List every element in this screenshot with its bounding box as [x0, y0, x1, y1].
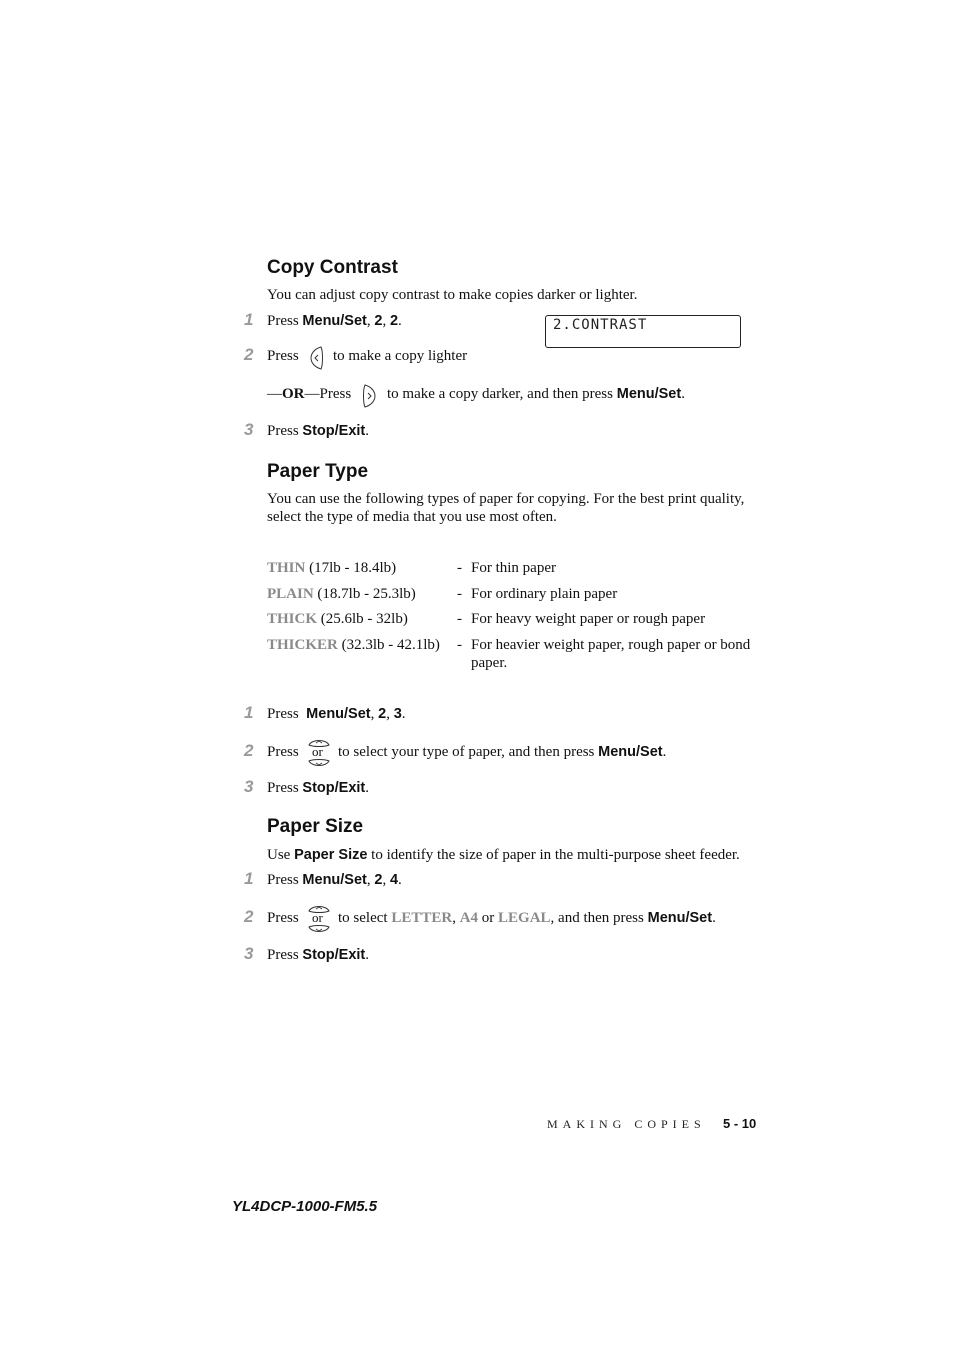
paper-type-table: [267, 559, 762, 672]
up-down-arrow-key-icon: [306, 902, 332, 936]
paper-size-step2: Press: [267, 910, 299, 926]
step-number: 1: [244, 703, 254, 722]
paper-type-heading: Paper Type: [267, 461, 369, 482]
step-number: 3: [244, 777, 254, 796]
left-arrow-key-icon: [308, 345, 326, 371]
table-row: THICK (25.6lb - 32lb) - For heavy weight paper or rough paper: [267, 611, 706, 627]
or-label: or: [312, 744, 323, 759]
copy-contrast-or-line: —OR—Press: [267, 386, 352, 402]
paper-type-intro: You can use the following types of paper for copying. For the best print quality, select the type of media that you use most often.: [267, 491, 745, 525]
paper-size-step2-text: to select LETTER, A4 or LEGAL, and then press Menu/Set.: [338, 910, 716, 926]
paper-type-step2-text: to select your type of paper, and then press Menu/Set.: [338, 744, 667, 760]
copy-contrast-step3: Press Stop/Exit.: [267, 423, 370, 439]
copy-contrast-intro: You can adjust copy contrast to make copies darker or lighter.: [267, 287, 638, 303]
or-label: or: [312, 910, 323, 925]
copy-contrast-heading: Copy Contrast: [267, 257, 398, 278]
up-down-arrow-key-icon: [306, 736, 332, 770]
table-row: THICKER (32.3lb - 42.1lb) - For heavier weight paper, rough paper or bond paper.: [267, 637, 751, 671]
step-number: 1: [244, 310, 254, 329]
step-number: 3: [244, 420, 254, 439]
table-row: PLAIN (18.7lb - 25.3lb) - For ordinary plain paper: [267, 586, 618, 602]
step-number: 1: [244, 869, 254, 888]
paper-type-step2: Press: [267, 744, 299, 760]
right-arrow-key-icon: [360, 383, 378, 409]
copy-contrast-step2-text: to make a copy lighter: [333, 348, 468, 364]
paper-size-heading: Paper Size: [267, 816, 364, 837]
step-number: 2: [244, 907, 254, 926]
step-number: 2: [244, 345, 254, 364]
paper-type-step3: Press Stop/Exit.: [267, 780, 370, 796]
step-number: 3: [244, 944, 254, 963]
copy-contrast-step1: Press Menu/Set, 2, 2.: [267, 313, 402, 329]
copy-contrast-step2: Press: [267, 348, 299, 364]
paper-size-step1: Press Menu/Set, 2, 4.: [267, 872, 402, 888]
table-row: THIN (17lb - 18.4lb) - For thin paper: [267, 560, 556, 576]
paper-type-step1: Press Menu/Set, 2, 3.: [267, 706, 406, 722]
copy-contrast-or-text: to make a copy darker, and then press Menu/Set.: [387, 386, 685, 402]
step-number: 2: [244, 741, 254, 760]
paper-size-step3: Press Stop/Exit.: [267, 947, 370, 963]
lcd-display: 2.CONTRAST: [545, 315, 741, 348]
page-number: 5 - 10: [723, 1116, 757, 1131]
paper-size-intro: Use Paper Size to identify the size of paper in the multi-purpose sheet feeder.: [267, 847, 740, 863]
document-code: YL4DCP-1000-FM5.5: [232, 1198, 378, 1215]
footer-section-title: MAKING COPIES: [547, 1117, 706, 1131]
